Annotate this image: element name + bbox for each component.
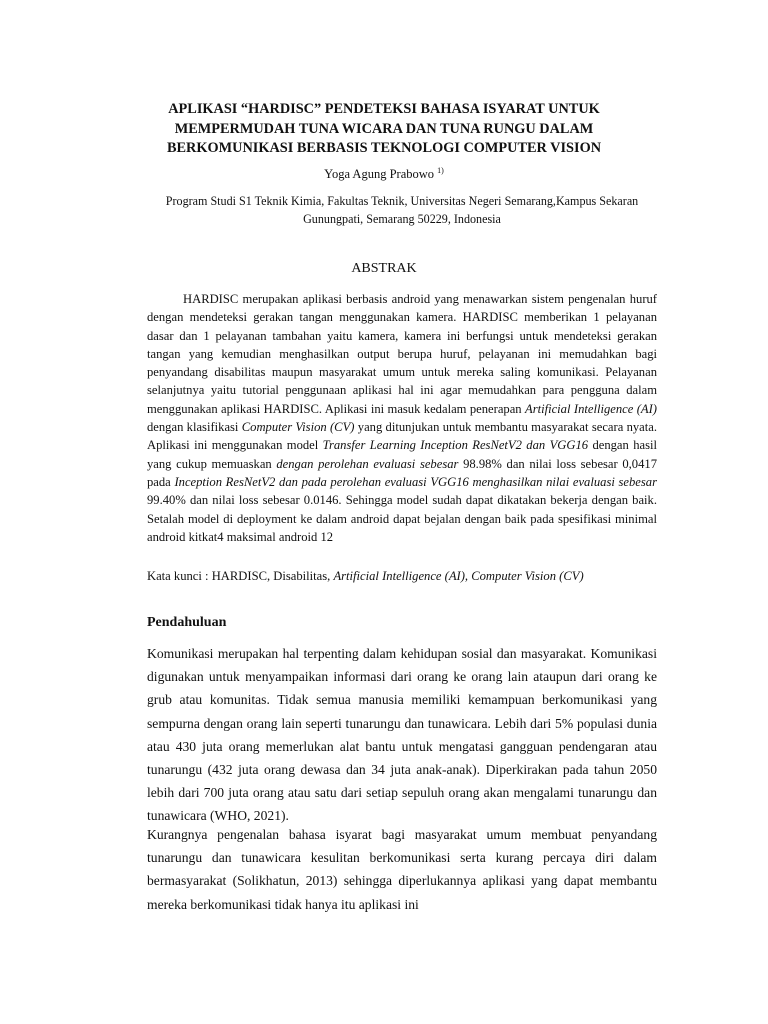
abstract-text-5: 98.98% dan nilai loss sebesar 0,0417 pada — [147, 456, 657, 489]
abstract-heading: ABSTRAK — [351, 261, 417, 276]
abstract-text-2: dengan klasifikasi — [147, 420, 242, 435]
author-name: Yoga Agung Prabowo — [324, 167, 438, 182]
keywords — [147, 567, 657, 585]
intro-paragraph-2: Kurangnya pengenalan bahasa isyarat bagi masyarakat umum membuat penyandang tunarungu dan tunawicara kesulitan berkomunikasi serta kurang percaya diri dalam bermasyarakat (Solikhatun, 2013) sehingga diperlukannya aplikasi yang dapat membantu mereka berkomunikasi tidak hanya itu aplikasi ini — [147, 827, 657, 912]
abstract-text-1: HARDISC merupakan aplikasi berbasis android yang menawarkan sistem pengenalan huruf dengan mendeteksi gerakan tangan menggunakan kamera. HARDISC memberikan 1 pelayanan dasar dan 1 pelayanan tambahan yaitu kamera, kamera ini berfungsi untuk mendeteksi gerakan tangan yang kemudian menghasilkan output berupa huruf, pelayanan ini memudahkan bagi penyandang disabilitas maupun masyarakat umum untuk mereka saling komunikasi. Pelayanan selanjutnya yaitu tutorial penggunaan aplikasi hal ini agar memudahkan para pengguna dalam menggunakan aplikasi HARDISC. Aplikasi ini masuk kedalam penerapan — [147, 292, 657, 416]
section-heading-introduction: Pendahuluan — [147, 615, 227, 630]
abstract-italic-5: Inception ResNetV2 dan pada perolehan evaluasi VGG16 menghasilkan nilai evaluasi sebesar — [174, 474, 657, 489]
abstract-body — [147, 290, 657, 546]
abstract-italic-1: Artificial Intelligence (AI) — [525, 401, 657, 416]
keywords-italic: Artificial Intelligence (AI), Computer Vision (CV) — [333, 569, 584, 583]
intro-paragraph-1: Komunikasi merupakan hal terpenting dalam kehidupan sosial dan masyarakat. Komunikasi digunakan untuk menyampaikan informasi dari orang ke orang lain ataupun dari orang ke grub atau komunitas. Tidak semua manusia memiliki kemampuan berkomunikasi yang sempurna dengan orang lain seperti tunarungu dan tunawicara. Lebih dari 5% populasi dunia atau 430 juta orang memerlukan alat bantu untuk mengatasi gangguan pendengaran atau tunarungu (432 juta orang dewasa dan 34 juta anak-anak). Diperkirakan pada tahun 2050 lebih dari 700 juta orang atau satu dari setiap sepuluh orang akan mengalami tunarungu dan tunawicara (WHO, 2021). — [147, 646, 657, 824]
abstract-italic-4: dengan perolehan evaluasi sebesar — [276, 456, 459, 471]
affiliation: Program Studi S1 Teknik Kimia, Fakultas Teknik, Universitas Negeri Semarang,Kampus Sekaran Gunungpati, Semarang 50229, Indonesia — [165, 194, 639, 226]
keywords-prefix: Kata kunci : HARDISC, Disabilitas, — [147, 569, 334, 583]
abstract-italic-3: Transfer Learning Inception ResNetV2 dan VGG16 — [322, 438, 589, 453]
abstract-text-4: dengan hasil yang cukup memuaskan — [147, 438, 657, 471]
author-line — [0, 163, 768, 182]
title-line-3: BERKOMUNIKASI BERBASIS TEKNOLOGI COMPUTER VISION — [166, 140, 602, 157]
title-line-1: APLIKASI “HARDISC” PENDETEKSI BAHASA ISYARAT UNTUK — [168, 101, 600, 117]
title-line-2: MEMPERMUDAH TUNA WICARA DAN TUNA RUNGU DALAM — [174, 120, 594, 137]
abstract-text-6: 99.40% dan nilai loss sebesar 0.0146. Sehingga model sudah dapat dikatakan bekerja dengan baik. Setalah model di deployment ke dalam android dapat bejalan dengan baik pada spesifikasi minimal android kitkat4 maksimal android 12 — [147, 493, 657, 544]
abstract-italic-2: Computer Vision (CV) — [241, 420, 355, 435]
paper-title — [110, 100, 658, 159]
abstract-text-3: yang ditunjukan untuk membantu masyarakat secara nyata. Aplikasi ini menggunakan model — [147, 420, 658, 453]
author-affiliation-mark: 1) — [437, 166, 444, 175]
